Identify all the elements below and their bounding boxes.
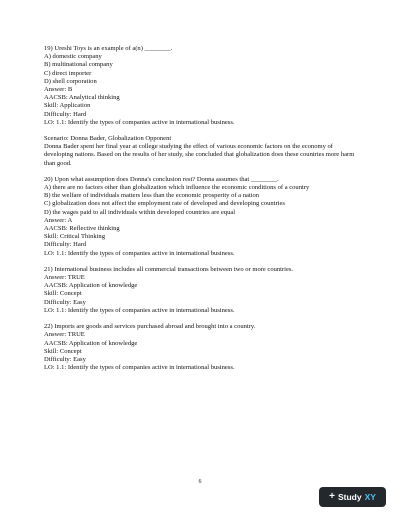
scenario-text: Donna Bader spent her final year at college studying the effect of various economic factors on the economy of developing nations. Based on the results of her study, she concluded that globalization does these countries more harm than good. — [44, 143, 355, 167]
answer: Answer: TRUE — [44, 274, 85, 282]
skill: Skill: Concept — [44, 347, 82, 355]
badge-prefix: Study — [337, 492, 362, 502]
skill: Skill: Application — [44, 102, 91, 110]
question-22-block — [44, 323, 362, 372]
page-number: 6 — [198, 479, 202, 485]
question-19-block — [44, 45, 362, 127]
option-b: B) multinational company — [44, 61, 113, 69]
document-body — [44, 45, 362, 380]
difficulty: Difficulty: Easy — [44, 298, 86, 306]
question-19-text: 19) Ureshi Toys is an example of a(n) ________. — [44, 45, 173, 52]
question-21-text: 21) International business includes all commercial transactions between two or more countries. — [44, 265, 294, 273]
option-c: C) direct importer — [44, 69, 92, 77]
difficulty: Difficulty: Easy — [44, 355, 86, 363]
skill: Skill: Concept — [44, 290, 82, 298]
skill: Skill: Critical Thinking — [44, 233, 105, 241]
plus-icon: + — [329, 490, 335, 502]
aacsb: AACSB: Reflective thinking — [44, 225, 120, 233]
learning-objective: LO: 1.1: Identify the types of companies active in international business. — [44, 249, 235, 257]
badge-accent: XY — [364, 492, 376, 502]
option-c: C) globalization does not affect the employment rate of developed and developing countries — [44, 200, 285, 208]
question-21-block — [44, 266, 362, 315]
question-22-text: 22) Imports are goods and services purchased abroad and brought into a country. — [44, 323, 256, 331]
option-d: D) the wages paid to all individuals within developed countries are equal — [44, 208, 236, 216]
difficulty: Difficulty: Hard — [44, 110, 87, 118]
question-20-block — [44, 176, 362, 258]
learning-objective: LO: 1.1: Identify the types of companies active in international business. — [44, 364, 235, 372]
studyxy-badge — [319, 487, 386, 507]
learning-objective: LO: 1.1: Identify the types of companies active in international business. — [44, 118, 235, 126]
scenario-title: Scenario: Donna Bader, Globalization Opponent — [44, 135, 172, 143]
difficulty: Difficulty: Hard — [44, 241, 87, 249]
aacsb: AACSB: Application of knowledge — [44, 339, 138, 347]
option-d: D) shell corporation — [44, 77, 97, 85]
option-a: A) domestic company — [44, 53, 102, 61]
learning-objective: LO: 1.1: Identify the types of companies active in international business. — [44, 306, 235, 314]
scenario-block — [44, 135, 362, 168]
option-a: A) there are no factors other than globalization which influence the economic conditions of a country — [44, 184, 310, 192]
aacsb: AACSB: Application of knowledge — [44, 282, 138, 290]
option-b: B) the welfare of individuals matters less than the economic prosperity of a nation — [44, 192, 260, 200]
answer: Answer: TRUE — [44, 331, 85, 339]
answer: Answer: B — [44, 86, 73, 94]
aacsb: AACSB: Analytical thinking — [44, 94, 120, 102]
question-20-text: 20) Upon what assumption does Donna's conclusion rest? Donna assumes that ________. — [44, 175, 279, 183]
answer: Answer: A — [44, 216, 73, 224]
